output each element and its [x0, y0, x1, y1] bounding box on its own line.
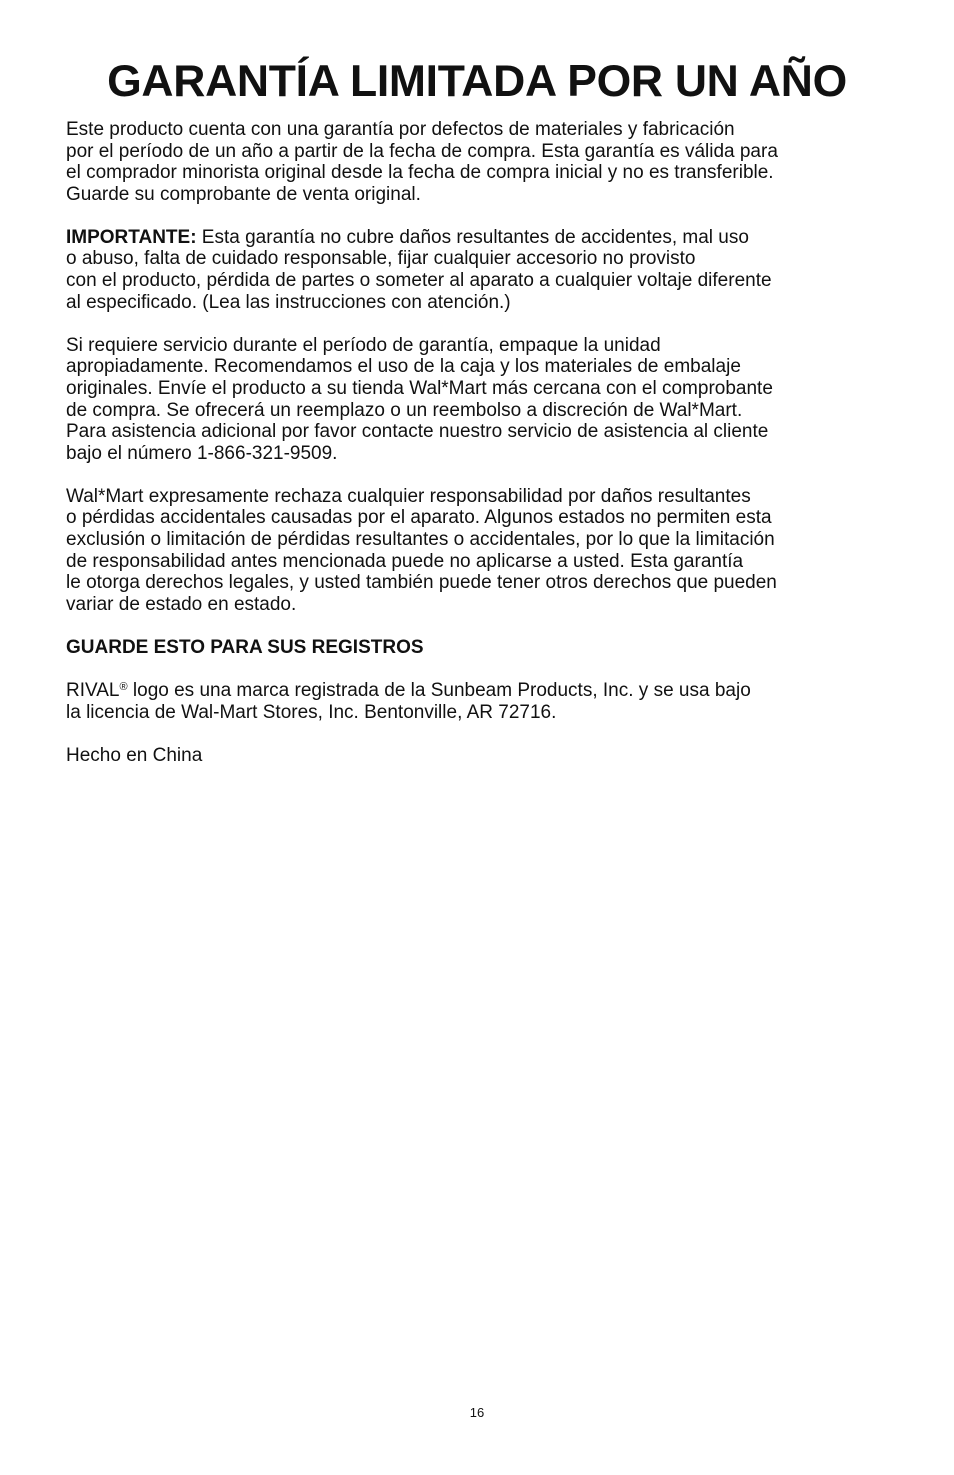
page-title: GARANTÍA LIMITADA POR UN AÑO: [107, 57, 847, 106]
text-line: Si requiere servicio durante el período de garantía, empaque la unidad: [66, 334, 661, 356]
text-line: Este producto cuenta con una garantía por defectos de materiales y fabricación: [66, 119, 735, 140]
text-line: apropiadamente. Recomendamos el uso de la caja y los materiales de embalaje: [66, 356, 741, 378]
text-line: Guarde su comprobante de venta original.: [66, 183, 421, 205]
text-line: Para asistencia adicional por favor contacte nuestro servicio de asistencia al cliente: [66, 421, 769, 443]
important-label: IMPORTANTE:: [66, 226, 197, 248]
text-line: la licencia de Wal-Mart Stores, Inc. Bentonville, AR 72716.: [66, 701, 557, 723]
text-line: bajo el número 1-866-321-9509.: [66, 442, 338, 464]
text-line: variar de estado en estado.: [66, 593, 297, 615]
text-line: o pérdidas accidentales causadas por el aparato. Algunos estados no permiten esta: [66, 507, 772, 529]
trademark-paragraph: [66, 680, 906, 723]
keep-records-heading: GUARDE ESTO PARA SUS REGISTROS: [66, 636, 424, 658]
important-paragraph: [66, 227, 906, 313]
text-line: Wal*Mart expresamente rechaza cualquier responsabilidad por daños resultantes: [66, 485, 751, 507]
registered-mark: ®: [119, 680, 128, 693]
liability-paragraph: [66, 486, 906, 616]
text-line: originales. Envíe el producto a su tienda Wal*Mart más cercana con el comprobante: [66, 377, 773, 399]
origin-line: Hecho en China: [66, 744, 203, 766]
text-line: [66, 680, 906, 702]
text-line: por el período de un año a partir de la fecha de compra. Esta garantía es válida para: [66, 140, 778, 162]
brand-name: RIVAL: [66, 679, 120, 701]
text-line: exclusión o limitación de pérdidas resultantes o accidentales, por lo que la limitación: [66, 529, 775, 550]
service-paragraph: [66, 335, 906, 465]
page-number: 16: [469, 1405, 485, 1420]
text-line: de responsabilidad antes mencionada puede no aplicarse a usted. Esta garantía: [66, 550, 744, 572]
text-line: con el producto, pérdida de partes o someter al aparato a cualquier voltaje diferente: [66, 270, 772, 292]
coverage-paragraph: [66, 119, 906, 205]
text-line: o abuso, falta de cuidado responsable, fijar cualquier accesorio no provisto: [66, 248, 696, 270]
warranty-body: [66, 119, 906, 788]
text-line: de compra. Se ofrecerá un reemplazo o un reembolso a discreción de Wal*Mart.: [66, 399, 743, 421]
text-line: [66, 227, 906, 249]
important-text: Esta garantía no cubre daños resultantes de accidentes, mal uso: [196, 226, 749, 248]
text-line: el comprador minorista original desde la fecha de compra inicial y no es transferible.: [66, 162, 774, 184]
text-line: al especificado. (Lea las instrucciones con atención.): [66, 291, 511, 313]
text-line: le otorga derechos legales, y usted también puede tener otros derechos que pueden: [66, 572, 777, 594]
trademark-text: logo es una marca registrada de la Sunbeam Products, Inc. y se usa bajo: [127, 679, 751, 701]
